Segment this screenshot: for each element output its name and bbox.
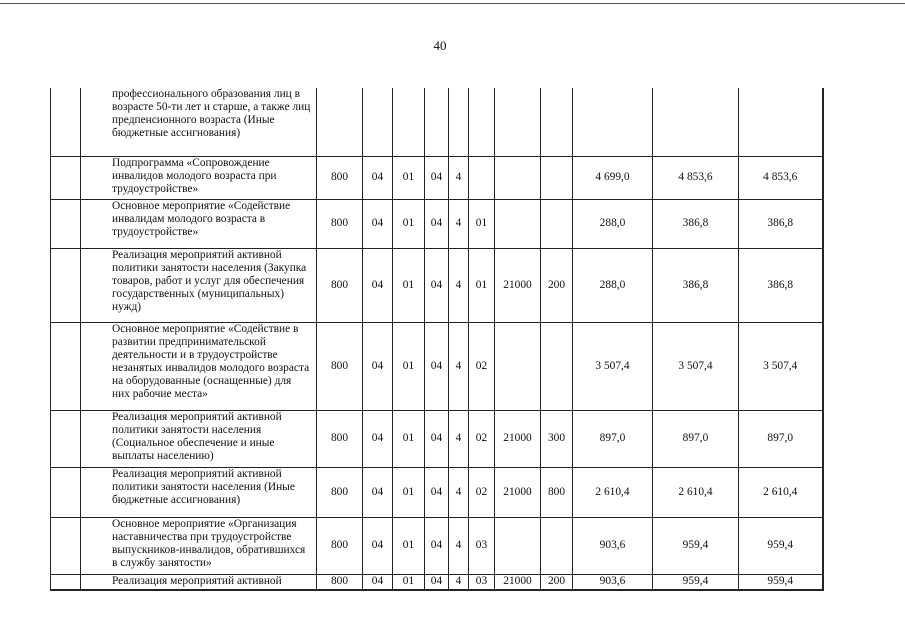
table-row <box>51 467 823 517</box>
table-row <box>51 322 823 410</box>
cell-expense-type <box>541 88 573 156</box>
cell-subprogram: 4 <box>449 322 469 410</box>
cell-program: 04 <box>425 467 449 517</box>
cell-direction <box>495 322 541 410</box>
cell-subprogram: 4 <box>449 199 469 248</box>
cell-sum-3: 4 853,6 <box>739 156 823 199</box>
cell-subsection: 01 <box>393 410 425 467</box>
cell-name: профессионального образования лиц в возрасте 50-ти лет и старше, а также лиц предпенсионного возраста (Иные бюджетные ассигнования) <box>81 88 317 156</box>
cell-name: Реализация мероприятий активной политики занятости населения (Иные бюджетные ассигнования) <box>81 467 317 517</box>
cell-program: 04 <box>425 156 449 199</box>
cell-sum-2: 4 853,6 <box>653 156 739 199</box>
table-row <box>51 248 823 322</box>
cell-sum-1: 3 507,4 <box>573 322 653 410</box>
cell-event: 02 <box>469 410 495 467</box>
cell-direction <box>495 156 541 199</box>
cell-subsection: 01 <box>393 199 425 248</box>
cell-name: Подпрограмма «Сопровождение инвалидов молодого возраста при трудоустройстве» <box>81 156 317 199</box>
cell-sum-3: 959,4 <box>739 517 823 574</box>
cell-expense-type: 200 <box>541 248 573 322</box>
cell-event: 01 <box>469 199 495 248</box>
page-number: 40 <box>433 38 447 53</box>
cell-subprogram: 4 <box>449 574 469 590</box>
cell-program: 04 <box>425 199 449 248</box>
cell-subprogram: 4 <box>449 410 469 467</box>
cell-event: 02 <box>469 322 495 410</box>
cell-sum-1: 288,0 <box>573 199 653 248</box>
cell-program: 04 <box>425 410 449 467</box>
cell-sum-2: 386,8 <box>653 248 739 322</box>
cell-sum-1: 897,0 <box>573 410 653 467</box>
cell-expense-type <box>541 199 573 248</box>
cell-section: 04 <box>363 322 393 410</box>
cell-program: 04 <box>425 248 449 322</box>
cell-name: Основное мероприятие «Содействие в развитии предпринимательской деятельности и в трудоустройстве незанятых инвалидов молодого возраста на оборудованные (оснащенные) для них рабочие места» <box>81 322 317 410</box>
cell-event <box>469 88 495 156</box>
cell-ministry: 800 <box>317 467 363 517</box>
cell-subprogram: 4 <box>449 248 469 322</box>
cell-name: Реализация мероприятий активной <box>81 574 317 590</box>
row-gutter-cell <box>51 322 81 410</box>
row-gutter-cell <box>51 517 81 574</box>
cell-subsection: 01 <box>393 467 425 517</box>
cell-direction <box>495 88 541 156</box>
cell-sum-1: 288,0 <box>573 248 653 322</box>
cell-name: Реализация мероприятий активной политики занятости населения (Закупка товаров, работ и услуг для обеспечения государственных (муниципальных) нужд) <box>81 248 317 322</box>
cell-section: 04 <box>363 156 393 199</box>
cell-ministry: 800 <box>317 322 363 410</box>
cell-subprogram <box>449 88 469 156</box>
cell-sum-1: 903,6 <box>573 517 653 574</box>
cell-event: 01 <box>469 248 495 322</box>
cell-event: 03 <box>469 517 495 574</box>
cell-ministry: 800 <box>317 156 363 199</box>
cell-expense-type: 200 <box>541 574 573 590</box>
cell-sum-2: 2 610,4 <box>653 467 739 517</box>
cell-ministry: 800 <box>317 248 363 322</box>
cell-section: 04 <box>363 248 393 322</box>
cell-subsection: 01 <box>393 248 425 322</box>
row-gutter-cell <box>51 467 81 517</box>
row-gutter-cell <box>51 199 81 248</box>
cell-sum-1: 2 610,4 <box>573 467 653 517</box>
table-row <box>51 156 823 199</box>
cell-sum-2 <box>653 88 739 156</box>
row-gutter-cell <box>51 410 81 467</box>
cell-ministry: 800 <box>317 199 363 248</box>
table-row <box>51 410 823 467</box>
cell-sum-3: 2 610,4 <box>739 467 823 517</box>
cell-program: 04 <box>425 574 449 590</box>
cell-sum-1 <box>573 88 653 156</box>
cell-ministry: 800 <box>317 517 363 574</box>
cell-section: 04 <box>363 467 393 517</box>
cell-section: 04 <box>363 199 393 248</box>
cell-expense-type: 800 <box>541 467 573 517</box>
row-gutter-cell <box>51 574 81 590</box>
table-row <box>51 574 823 590</box>
cell-section: 04 <box>363 410 393 467</box>
cell-subprogram: 4 <box>449 156 469 199</box>
row-gutter-cell <box>51 156 81 199</box>
cell-subprogram: 4 <box>449 517 469 574</box>
row-gutter-cell <box>51 88 81 156</box>
cell-expense-type <box>541 517 573 574</box>
cell-subsection: 01 <box>393 322 425 410</box>
cell-program <box>425 88 449 156</box>
row-gutter-cell <box>51 248 81 322</box>
cell-sum-3: 897,0 <box>739 410 823 467</box>
cell-direction: 21000 <box>495 410 541 467</box>
cell-ministry <box>317 88 363 156</box>
cell-sum-3: 386,8 <box>739 248 823 322</box>
table-row <box>51 88 823 156</box>
cell-sum-3: 386,8 <box>739 199 823 248</box>
cell-section <box>363 88 393 156</box>
cell-name: Основное мероприятие «Содействие инвалидам молодого возраста в трудоустройстве» <box>81 199 317 248</box>
cell-sum-2: 897,0 <box>653 410 739 467</box>
cell-program: 04 <box>425 322 449 410</box>
cell-subsection <box>393 88 425 156</box>
cell-sum-2: 3 507,4 <box>653 322 739 410</box>
cell-expense-type: 300 <box>541 410 573 467</box>
cell-expense-type <box>541 156 573 199</box>
cell-subsection: 01 <box>393 156 425 199</box>
cell-direction <box>495 517 541 574</box>
table-body <box>51 88 823 590</box>
cell-ministry: 800 <box>317 574 363 590</box>
cell-program: 04 <box>425 517 449 574</box>
cell-name: Реализация мероприятий активной политики занятости населения (Социальное обеспечение и иные выплаты населению) <box>81 410 317 467</box>
cell-sum-2: 959,4 <box>653 517 739 574</box>
cell-sum-1: 903,6 <box>573 574 653 590</box>
cell-event <box>469 156 495 199</box>
page-top-rule <box>0 3 905 4</box>
cell-direction: 21000 <box>495 248 541 322</box>
cell-sum-2: 959,4 <box>653 574 739 590</box>
cell-name: Основное мероприятие «Организация наставничества при трудоустройстве выпускников-инвалидов, обратившихся в службу занятости» <box>81 517 317 574</box>
cell-subsection: 01 <box>393 574 425 590</box>
cell-event: 03 <box>469 574 495 590</box>
cell-sum-3: 959,4 <box>739 574 823 590</box>
budget-allocation-table <box>50 88 824 591</box>
cell-direction <box>495 199 541 248</box>
cell-direction: 21000 <box>495 467 541 517</box>
cell-expense-type <box>541 322 573 410</box>
cell-section: 04 <box>363 517 393 574</box>
cell-ministry: 800 <box>317 410 363 467</box>
cell-sum-2: 386,8 <box>653 199 739 248</box>
cell-event: 02 <box>469 467 495 517</box>
cell-sum-3: 3 507,4 <box>739 322 823 410</box>
cell-section: 04 <box>363 574 393 590</box>
cell-subsection: 01 <box>393 517 425 574</box>
table-row <box>51 199 823 248</box>
table-row <box>51 517 823 574</box>
cell-direction: 21000 <box>495 574 541 590</box>
cell-sum-3 <box>739 88 823 156</box>
cell-subprogram: 4 <box>449 467 469 517</box>
cell-sum-1: 4 699,0 <box>573 156 653 199</box>
